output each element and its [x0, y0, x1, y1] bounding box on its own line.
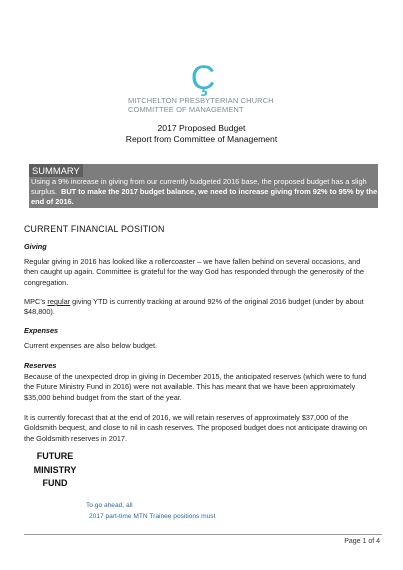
summary-line-1: Using a 9% increase in giving from our currently budgeted 2016 base, the proposed budget has a sligh: [31, 177, 367, 186]
future-ministry-fund-heading: [28, 450, 82, 491]
footer-divider: [24, 534, 382, 535]
summary-line-2-plain: surplus.: [31, 187, 57, 196]
logo-glyph: Ç: [190, 60, 216, 97]
reserves-p1-line-3: $35,000 behind budget from the start of the year.: [24, 392, 182, 402]
summary-line-2: [31, 187, 378, 197]
reserves-p2-line-1: It is currently forecast that at the end of 2016, we will retain reserves of approximately $37,000 of the: [24, 413, 349, 422]
page-number: Page 1 of 4: [344, 538, 380, 545]
giving-p2-line-1: [24, 297, 379, 307]
giving-p1-line-2: then caught up again. Committee is grateful for the way God has responded through the generosity of the: [24, 267, 364, 277]
giving-paragraph-1: [24, 257, 379, 288]
summary-line-2-bold: BUT to make the 2017 budget balance, we need to increase giving from 92% to 95% by the: [61, 187, 378, 196]
giving-p2-prefix: MPC’s: [24, 297, 48, 306]
fund-note: [86, 501, 215, 522]
reserves-paragraph-2: [24, 413, 379, 444]
fund-line-1: FUTURE: [36, 451, 74, 461]
giving-paragraph-2: [24, 297, 379, 318]
giving-p2-rest: giving YTD is currently tracking at around 92% of the original 2016 budget (under by about: [70, 297, 364, 306]
giving-heading: Giving: [24, 242, 47, 251]
summary-box: [29, 164, 378, 208]
title-line-2: Report from Committee of Management: [125, 134, 278, 144]
reserves-paragraph-1: [24, 372, 379, 403]
giving-p1-line-3: congregation.: [24, 277, 69, 287]
giving-p2-line-2: $48,800).: [24, 307, 55, 317]
summary-text: [31, 177, 378, 207]
summary-heading: SUMMARY: [29, 164, 83, 177]
reserves-p2-line-2: Goldsmith bequest, and close to nil in cash reserves. The proposed budget does not anticipate drawing on: [24, 423, 368, 433]
reserves-p1-line-2: the Future Ministry Fund in 2016) were not available. This has meant that we have been approximately: [24, 382, 356, 392]
section-heading: CURRENT FINANCIAL POSITION: [24, 224, 165, 234]
title-line-1: 2017 Proposed Budget: [157, 123, 246, 133]
org-line-1: MITCHELTON PRESBYTERIAN CHURCH: [128, 96, 274, 105]
fund-line-2: MINISTRY: [33, 464, 77, 475]
summary-line-3: end of 2016.: [31, 197, 74, 206]
reserves-heading: Reserves: [24, 361, 57, 370]
document-title: [0, 123, 403, 145]
note-line-2: 2017 part-time MTN Trainee positions must: [89, 512, 216, 520]
giving-p2-underlined: regular: [47, 297, 71, 306]
expenses-paragraph: [24, 341, 379, 351]
note-line-1: To go ahead, all: [86, 502, 133, 509]
reserves-p2-line-3: the Goldsmith reserves in 2017.: [24, 433, 128, 443]
giving-p1-line-1: Regular giving in 2016 has looked like a rollercoaster – we have fallen behind on several occasions, and: [24, 257, 361, 266]
organization-name: [128, 96, 288, 114]
church-logo: [185, 60, 221, 100]
expenses-heading: Expenses: [24, 326, 59, 335]
org-line-2: COMMITTEE OF MANAGEMENT: [128, 105, 244, 114]
reserves-p1-line-1: Because of the unexpected drop in giving in December 2015, the anticipated reserves (which were to fund: [24, 372, 367, 381]
fund-line-3: FUND: [42, 478, 68, 488]
expenses-text: Current expenses are also below budget.: [24, 341, 158, 350]
